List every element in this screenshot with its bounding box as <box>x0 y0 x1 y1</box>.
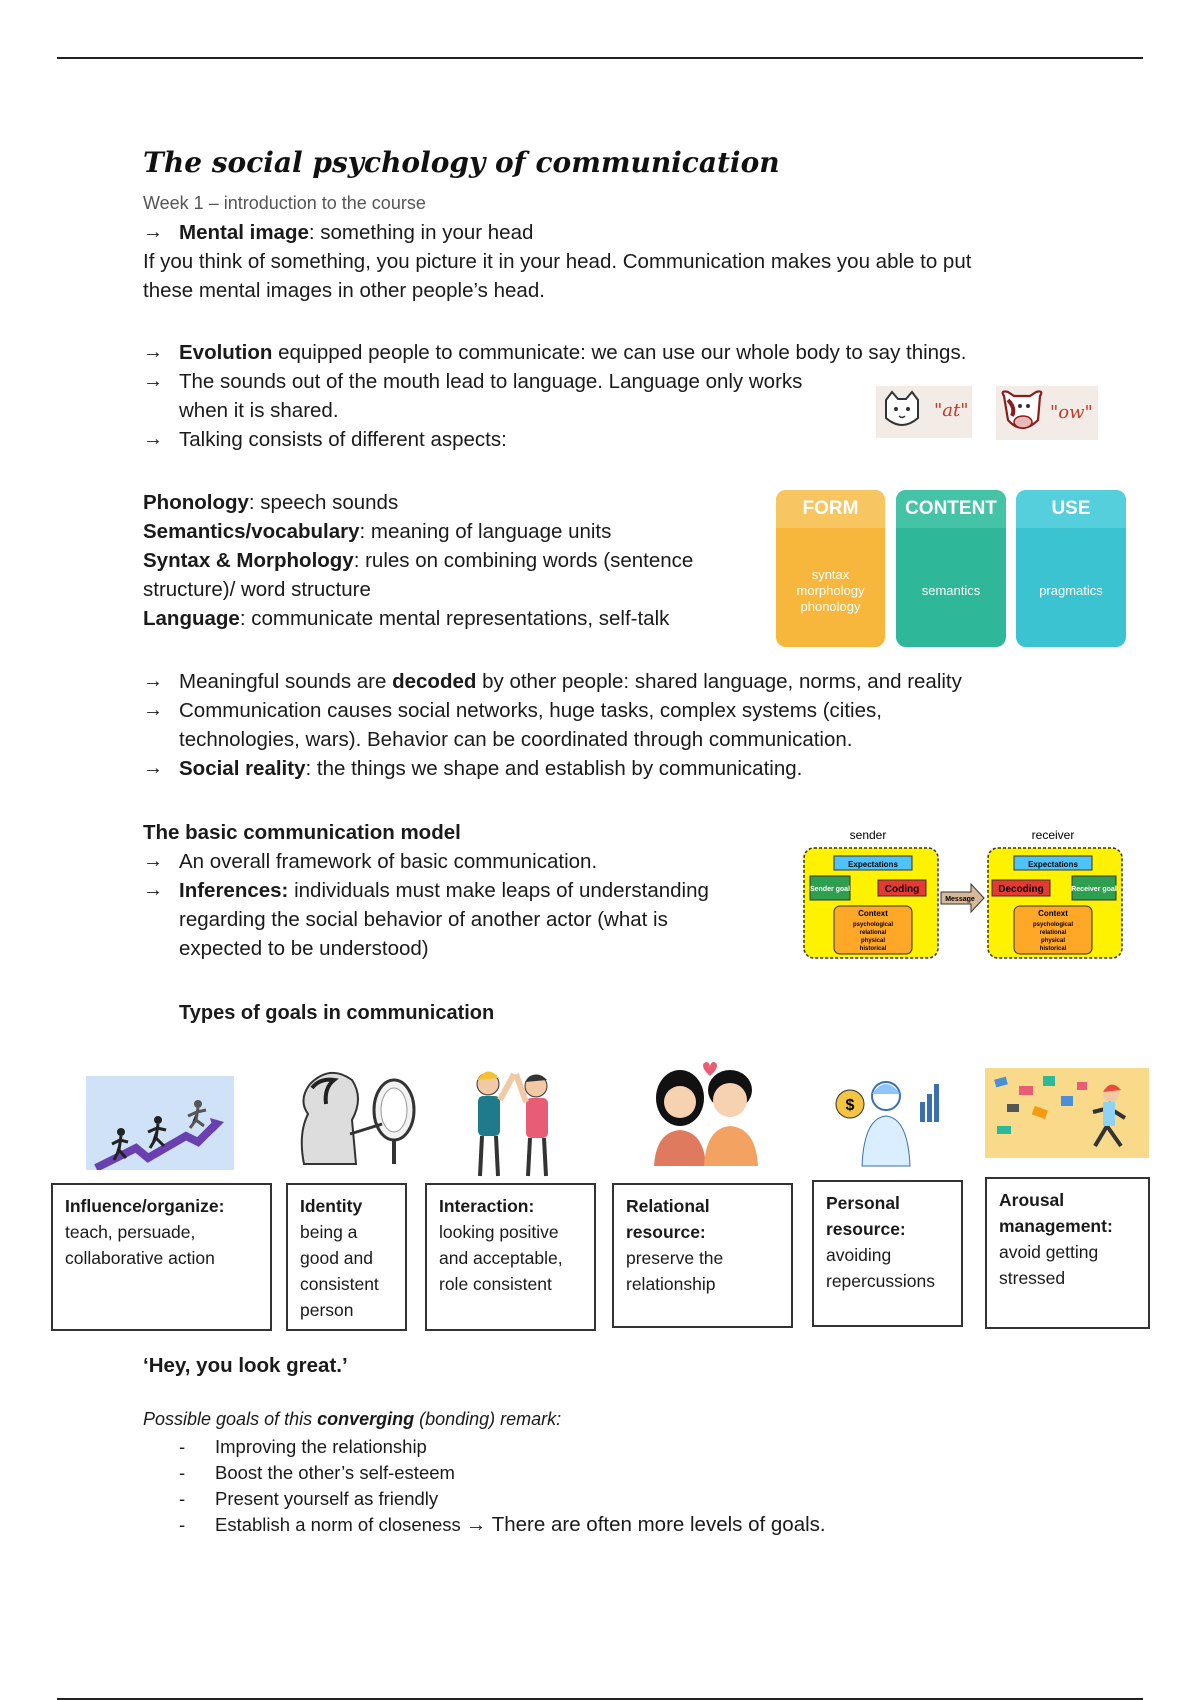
svg-text:psychological: psychological <box>1032 922 1074 928</box>
arrow-icon: → <box>143 370 163 392</box>
goal-box-arousal: Arousal management: avoid getting stressed <box>985 1177 1150 1329</box>
svg-text:Expectations: Expectations <box>848 860 898 869</box>
syntax-line2: structure)/ word structure <box>143 578 371 601</box>
svg-text:physical: physical <box>1040 938 1066 944</box>
receiver-label: receiver <box>1031 828 1075 842</box>
svg-text:psychological: psychological <box>852 922 894 928</box>
cow-sound-image <box>996 386 1098 440</box>
svg-text:relational: relational <box>859 930 887 936</box>
model-section <box>143 818 783 963</box>
arrow-icon: → <box>143 850 163 872</box>
model-heading: The basic communication model <box>143 821 461 844</box>
use-heading: USE <box>1016 490 1126 528</box>
evolution-term: Evolution <box>179 341 273 364</box>
arrow-icon: → <box>143 670 163 692</box>
decoded-item: → Meaningful sounds are decoded by other people: shared language, norms, and reality <box>143 667 1143 696</box>
intro-paragraph-line1: If you think of something, you picture it in your head. Communication makes you able to put <box>143 250 972 273</box>
svg-text:Coding: Coding <box>884 884 920 895</box>
social-reality-item: → Social reality: the things we shape and establish by communicating. <box>143 754 1143 783</box>
sender-label: sender <box>849 828 887 842</box>
trailing-note: → There are often more levels of goals. <box>465 1513 826 1536</box>
svg-text:historical: historical <box>859 946 887 952</box>
arrow-icon: → <box>143 699 163 721</box>
talking-item: → Talking consists of different aspects: <box>143 425 1143 454</box>
cat-sound-label: "at" <box>934 400 969 421</box>
goal-box-personal: Personal resource: avoiding repercussions <box>812 1180 963 1327</box>
goal-box-influence: Influence/organize: teach, persuade, collaborative action <box>51 1183 272 1331</box>
arrow-icon: → <box>143 221 163 243</box>
arrow-icon: → <box>143 757 163 779</box>
page-title: The social psychology of communication <box>143 146 780 179</box>
svg-text:historical: historical <box>1039 946 1067 952</box>
relational-illustration <box>644 1056 764 1168</box>
decoding-section <box>143 667 1143 783</box>
svg-text:Decoding: Decoding <box>998 884 1044 895</box>
svg-text:Expectations: Expectations <box>1028 860 1078 869</box>
networks-item: → Communication causes social networks, huge tasks, complex systems (cities, technologies, wars). Behavior can be coordinated through communication. <box>143 696 1143 754</box>
evolution-item: → Evolution equipped people to communicate: we can use our whole body to say things. <box>143 338 1143 367</box>
svg-text:Context: Context <box>1038 909 1068 918</box>
svg-text:$: $ <box>845 1097 855 1114</box>
content-body: semantics <box>921 583 981 598</box>
content-block <box>896 490 1006 647</box>
content-heading: CONTENT <box>896 490 1006 528</box>
phonology-line: Phonology: speech sounds <box>143 491 399 514</box>
arrow-icon: → <box>143 341 163 363</box>
list-item: - Improving the relationship <box>179 1436 427 1457</box>
list-item: - Establish a norm of closeness → There are often more levels of goals. <box>179 1513 826 1536</box>
use-body: pragmatics <box>1039 583 1103 598</box>
evolution-section <box>143 338 1143 454</box>
goal-box-interaction: Interaction: looking positive and acceptable, role consistent <box>425 1183 596 1331</box>
top-rule <box>57 57 1143 59</box>
arrow-icon: → <box>143 428 163 450</box>
list-item: - Boost the other’s self-esteem <box>179 1462 455 1483</box>
aspects-section <box>143 488 763 633</box>
inferences-item: → Inferences: individuals must make leaps of understanding regarding the social behavior of another actor (what is expected to be understood) <box>143 876 783 963</box>
goal-box-identity: Identity being a good and consistent person <box>286 1183 407 1331</box>
syntax-line: Syntax & Morphology: rules on combining words (sentence <box>143 549 694 572</box>
intro-section <box>143 218 1073 305</box>
form-body-syntax: syntax <box>811 567 850 582</box>
goals-bullet-list <box>143 1434 826 1538</box>
example-quote: ‘Hey, you look great.’ <box>143 1354 348 1377</box>
use-block <box>1016 490 1126 647</box>
mental-image-term: Mental image <box>179 221 309 244</box>
language-line: Language: communicate mental representations, self-talk <box>143 607 670 630</box>
communication-model-diagram <box>796 826 1146 966</box>
page-subtitle: Week 1 – introduction to the course <box>143 193 426 213</box>
mental-image-item: → Mental image: something in your head <box>143 218 1073 247</box>
svg-text:Message: Message <box>945 896 975 903</box>
svg-text:Sender goal: Sender goal <box>809 886 851 893</box>
framework-item: → An overall framework of basic communication. <box>143 847 783 876</box>
svg-text:relational: relational <box>1039 930 1067 936</box>
interaction-illustration <box>456 1064 570 1180</box>
list-item: - Present yourself as friendly <box>179 1488 439 1509</box>
form-body-phonology: phonology <box>800 599 861 614</box>
svg-text:Receiver goal: Receiver goal <box>1071 886 1117 893</box>
influence-illustration <box>86 1076 234 1170</box>
personal-illustration <box>828 1068 946 1168</box>
cow-sound-label: "ow" <box>1050 402 1093 423</box>
form-block <box>776 490 885 647</box>
example-intro: Possible goals of this converging (bonding) remark: <box>143 1409 562 1429</box>
intro-paragraph-line2: these mental images in other people’s head. <box>143 279 545 302</box>
sounds-item: → The sounds out of the mouth lead to language. Language only works when it is shared. <box>143 367 1143 425</box>
arrow-icon: → <box>143 879 163 901</box>
identity-illustration <box>290 1064 422 1172</box>
arousal-illustration <box>985 1068 1149 1158</box>
cat-sound-image <box>876 386 972 438</box>
goals-heading: Types of goals in communication <box>179 1002 495 1024</box>
semantics-line: Semantics/vocabulary: meaning of language units <box>143 520 612 543</box>
svg-text:Context: Context <box>858 909 888 918</box>
goal-box-relational: Relational resource: preserve the relationship <box>612 1183 793 1328</box>
form-heading: FORM <box>776 490 885 528</box>
form-body-morphology: morphology <box>796 583 865 598</box>
svg-text:physical: physical <box>860 938 886 944</box>
